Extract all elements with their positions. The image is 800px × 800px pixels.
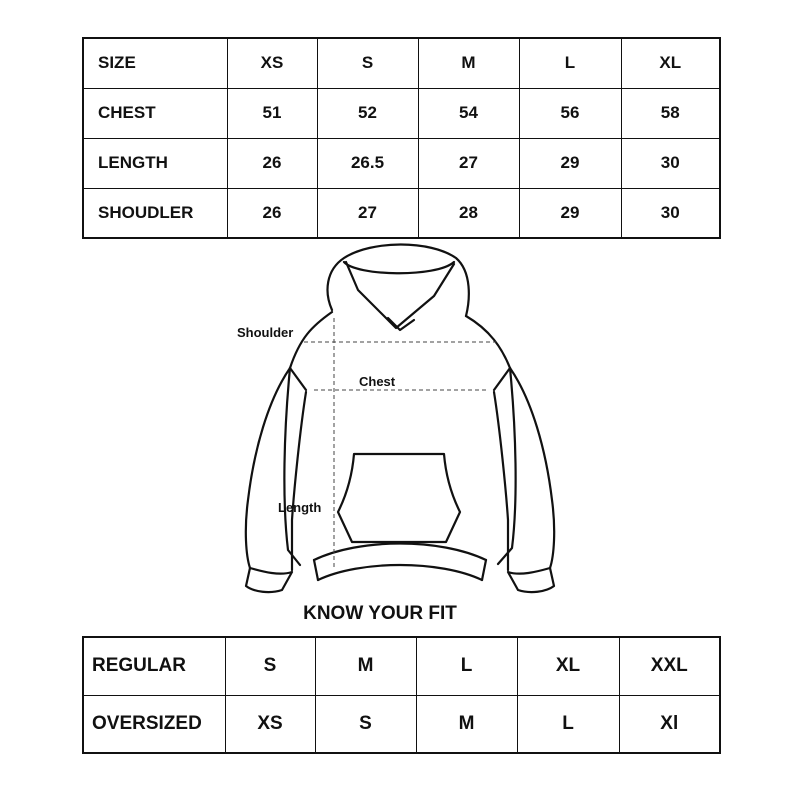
size-header-cell: S (317, 38, 418, 88)
left-shoulder-seam (290, 368, 306, 390)
hood-opening (346, 262, 454, 328)
table-cell: 28 (418, 188, 519, 238)
row-label: LENGTH (83, 138, 227, 188)
waistband-top (314, 544, 486, 561)
right-shoulder-seam (494, 368, 510, 390)
waistband-left (314, 560, 318, 580)
waistband-right (482, 560, 486, 580)
left-cuff (246, 568, 292, 592)
table-row (83, 695, 720, 753)
row-label: SHOUDLER (83, 188, 227, 238)
size-header-label: SIZE (83, 38, 227, 88)
table-cell: 26 (227, 188, 317, 238)
size-header-cell: XS (227, 38, 317, 88)
hood-outline (328, 245, 469, 317)
table-cell: 26.5 (317, 138, 418, 188)
table-cell: 29 (519, 138, 621, 188)
table-cell: 56 (519, 88, 621, 138)
right-cuff (508, 568, 554, 592)
table-cell: 27 (418, 138, 519, 188)
table-cell: M (416, 695, 517, 753)
hood-rim (344, 262, 454, 273)
table-cell: 30 (621, 138, 720, 188)
table-cell: XS (225, 695, 315, 753)
row-label: CHEST (83, 88, 227, 138)
length-label: Length (278, 500, 322, 515)
table-cell: 51 (227, 88, 317, 138)
right-sleeve-inner (494, 392, 508, 570)
table-row (83, 637, 720, 695)
table-cell: M (315, 637, 416, 695)
shoulder-label: Shoulder (237, 325, 294, 340)
table-cell: L (517, 695, 619, 753)
table-cell: XXL (619, 637, 720, 695)
table-cell: 30 (621, 188, 720, 238)
table-cell: S (315, 695, 416, 753)
table-cell: 27 (317, 188, 418, 238)
kangaroo-pocket (338, 454, 460, 542)
table-cell: L (416, 637, 517, 695)
table-cell: 58 (621, 88, 720, 138)
table-cell: 54 (418, 88, 519, 138)
chest-label: Chest (359, 374, 396, 389)
know-your-fit-title: KNOW YOUR FIT (303, 603, 457, 624)
fit-table (82, 636, 721, 754)
left-sleeve-inner (292, 392, 306, 570)
size-header-cell: XL (621, 38, 720, 88)
table-cell: 29 (519, 188, 621, 238)
fit-row-label: OVERSIZED (83, 695, 225, 753)
table-cell: S (225, 637, 315, 695)
table-cell: 26 (227, 138, 317, 188)
size-header-cell: M (418, 38, 519, 88)
table-cell: XL (517, 637, 619, 695)
size-header-cell: L (519, 38, 621, 88)
waistband-bottom (318, 565, 482, 580)
table-cell: 52 (317, 88, 418, 138)
table-cell: Xl (619, 695, 720, 753)
fit-row-label: REGULAR (83, 637, 225, 695)
